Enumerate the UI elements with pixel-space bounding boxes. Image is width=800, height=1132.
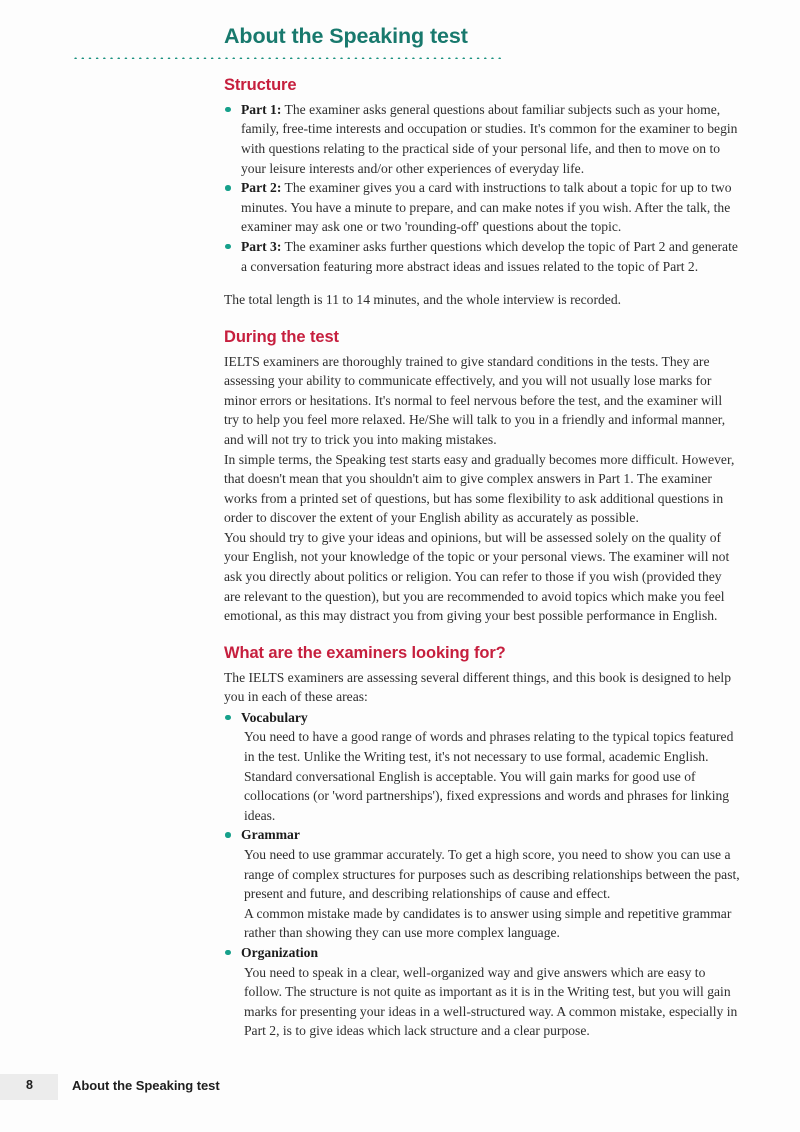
criteria-body: You need to have a good range of words and phrases relating to the typical topics featured in the test. Unlike the Writing test, it's not necessary to use formal, academic English. Standard conversational English is acceptable. You will gain marks for good use of collocations (or 'word partnerships'), fixed expressions and words and phrases for linking ideas. [244,729,734,823]
page-header [0,24,800,59]
heading-examiners-looking-for: What are the examiners looking for? [224,643,506,662]
bullet-dot-icon [225,715,231,721]
during-paragraph-1: IELTS examiners are thoroughly trained to give standard conditions in the tests. They are assessing your ability to communicate effectively, and you will not usually lose marks for minor errors or hesitations. It's normal to feel nervous before the test, and the examiner will try to help you feel more relaxed. He/She will talk to you in a friendly and informal manner, and will not try to trick you into making mistakes. [224,353,726,447]
during-paragraph-2: In simple terms, the Speaking test starts easy and gradually becomes more difficult. However, that doesn't mean that you shouldn't aim to give complex answers in Part 1. The examiner works from a printed set of questions, but has some flexibility to ask additional questions in order to discover the extent of your English ability as accurately as possible. [224,451,735,526]
structure-bullet-list [224,100,740,276]
bullet-body-text: The examiner gives you a card with instructions to talk about a topic for up to two minutes. You have a minute to prepare, and can make notes if you wish. After the talk, the examiner may ask one or two 'rounding-off' questions about the topic. [241,180,732,235]
list-item [224,943,740,1041]
bullet-dot-icon [225,185,231,191]
bullet-body-text: The examiner asks general questions about familiar subjects such as your home, family, free-time interests and occupation or studies. It's common for the examiner to begin with questions relating to the practical side of your personal life, and then to move on to your leisure interests and/or other experiences of everyday life. [241,101,738,176]
examiners-criteria-list [224,708,740,1041]
heading-during-the-test: During the test [224,327,339,346]
bullet-dot-icon [225,950,231,956]
list-item [224,237,740,276]
document-body [224,76,740,1041]
criteria-body: You need to speak in a clear, well-organized way and give answers which are easy to follow. The structure is not quite as important as it is in the Writing test, but you will gain marks for presenting your ideas in a well-structured way. A common mistake, especially in Part 2, is to give ideas which lack structure and a clear purpose. [244,964,738,1039]
structure-closing-text: The total length is 11 to 14 minutes, and the whole interview is recorded. [224,292,622,308]
criteria-title: Organization [241,944,319,960]
bullet-dot-icon [225,107,231,113]
list-item [224,100,740,178]
criteria-body-secondary: A common mistake made by candidates is to answer using simple and repetitive grammar rather than showing they can use more complex language. [244,905,732,941]
during-paragraph-3: You should try to give your ideas and opinions, but will be assessed solely on the quality of your English, not your knowledge of the topic or your personal views. The examiner will not ask you directly about politics or religion. You can refer to those if you wish (provided they are relevant to the question), but you are recommended to avoid topics which make you feel emotional, as this may distract you from giving your best possible performance in English. [224,529,730,624]
criteria-title: Vocabulary [241,709,308,725]
bullet-dot-icon [225,244,231,250]
bullet-lead-label: Part 1: [241,101,282,117]
bullet-lead-label: Part 3: [241,238,282,254]
bullet-body-text: The examiner asks further questions which develop the topic of Part 2 and generate a conversation featuring more abstract ideas and issues related to the topic of Part 2. [241,238,738,274]
criteria-title: Grammar [241,827,300,843]
bullet-lead-label: Part 2: [241,180,282,196]
footer-chapter-label: About the Speaking test [72,1078,220,1093]
bullet-dot-icon [225,832,231,838]
list-item [224,825,740,943]
examiners-intro-text: The IELTS examiners are assessing several different things, and this book is designed to help you in each of these areas: [224,669,732,705]
page-title: About the Speaking test [224,24,468,48]
footer-page-number: 8 [26,1078,33,1092]
list-item [224,708,740,826]
criteria-body: You need to use grammar accurately. To get a high score, you need to show you can use a range of complex structures for purposes such as describing relationships between the past, present and future, and describing relationships of cause and effect. [244,846,740,902]
heading-structure: Structure [224,76,297,94]
page-footer [0,1074,800,1100]
dotted-rule-divider [72,56,502,59]
list-item [224,178,740,237]
